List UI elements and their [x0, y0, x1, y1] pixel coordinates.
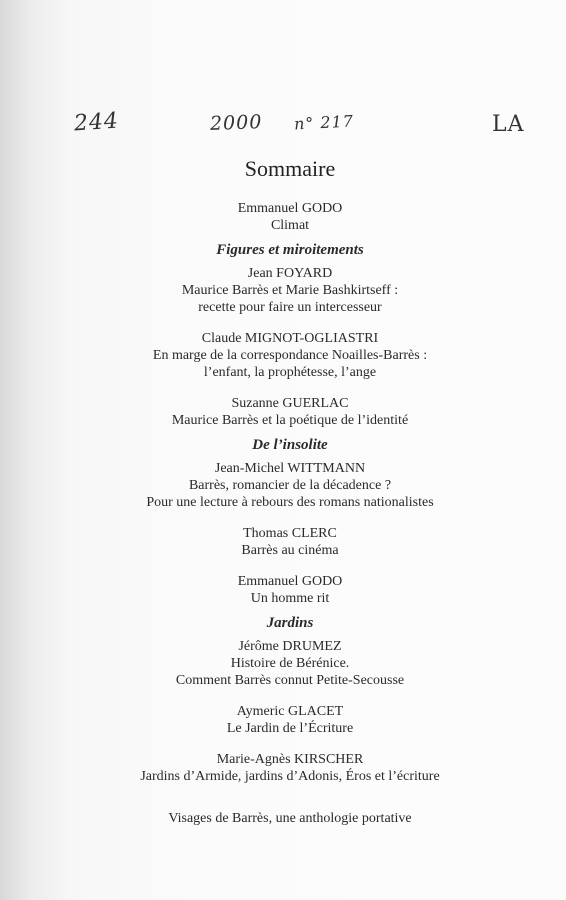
- section-heading: Figures et miroitements: [216, 242, 364, 258]
- section-heading: De l’insolite: [252, 437, 328, 453]
- toc-entry: [60, 525, 520, 559]
- entry-title: Barrès au cinéma: [241, 543, 339, 558]
- entry-title: Histoire de Bérénice.: [230, 656, 350, 671]
- toc-entry: [60, 265, 520, 316]
- entry-author: Jean-Michel WITTMANN: [214, 461, 366, 476]
- entry-author: Jean FOYARD: [247, 266, 333, 281]
- entry-author: Emmanuel GODO: [237, 201, 343, 216]
- entry-title: Barrès, romancier de la décadence ?: [188, 478, 392, 493]
- entry-author: Suzanne GUERLAC: [231, 396, 349, 411]
- entry-title: l’enfant, la prophétesse, l’ange: [203, 365, 377, 380]
- toc-entry: [60, 751, 520, 785]
- entry-title: En marge de la correspondance Noailles-Barrès :: [152, 348, 428, 363]
- entry-author: Marie-Agnès KIRSCHER: [216, 752, 364, 767]
- entry-spacer: [60, 316, 520, 330]
- toc-entry: [60, 330, 520, 381]
- entry-author: Claude MIGNOT-OGLIASTRI: [201, 331, 379, 346]
- entry-spacer: [60, 689, 520, 703]
- closing-line: Visages de Barrès, une anthologie portative: [168, 811, 412, 826]
- entry-spacer: [60, 737, 520, 751]
- entry-author: Jérôme DRUMEZ: [238, 639, 342, 654]
- entry-title: Maurice Barrès et Marie Bashkirtseff :: [181, 283, 399, 298]
- handwritten-issue: n° 217: [293, 111, 355, 134]
- entry-title: Un homme rit: [250, 591, 330, 606]
- toc-entry: [60, 638, 520, 689]
- toc-entry: [60, 703, 520, 737]
- toc-entry: [60, 395, 520, 429]
- page-title: Sommaire: [244, 156, 336, 181]
- entry-author: Thomas CLERC: [243, 526, 337, 541]
- entry-title: Le Jardin de l’Écriture: [226, 721, 354, 736]
- entry-title: Jardins d’Armide, jardins d’Adonis, Éros et l’écriture: [140, 769, 440, 784]
- entry-title: recette pour faire un intercesseur: [198, 300, 382, 315]
- toc-entry: [60, 460, 520, 511]
- toc-entry: [60, 200, 520, 234]
- section-heading: Jardins: [266, 615, 314, 631]
- entry-spacer: [60, 511, 520, 525]
- entry-spacer: [60, 785, 520, 799]
- entry-spacer: [60, 559, 520, 573]
- toc-entry: [60, 573, 520, 607]
- entry-title: Climat: [270, 218, 310, 233]
- handwritten-initials: LA: [492, 112, 525, 137]
- handwritten-year: 2000: [209, 111, 263, 135]
- entry-spacer: [60, 381, 520, 395]
- toc-sections: [60, 242, 520, 799]
- entry-title: Maurice Barrès et la poétique de l’identité: [171, 413, 409, 428]
- entry-author: Aymeric GLACET: [236, 704, 344, 719]
- entry-author: Emmanuel GODO: [237, 574, 343, 589]
- table-of-contents: [60, 150, 520, 827]
- entry-title: Pour une lecture à rebours des romans nationalistes: [146, 495, 434, 510]
- entry-title: Comment Barrès connut Petite-Secousse: [175, 673, 405, 688]
- handwritten-number: 244: [73, 108, 120, 137]
